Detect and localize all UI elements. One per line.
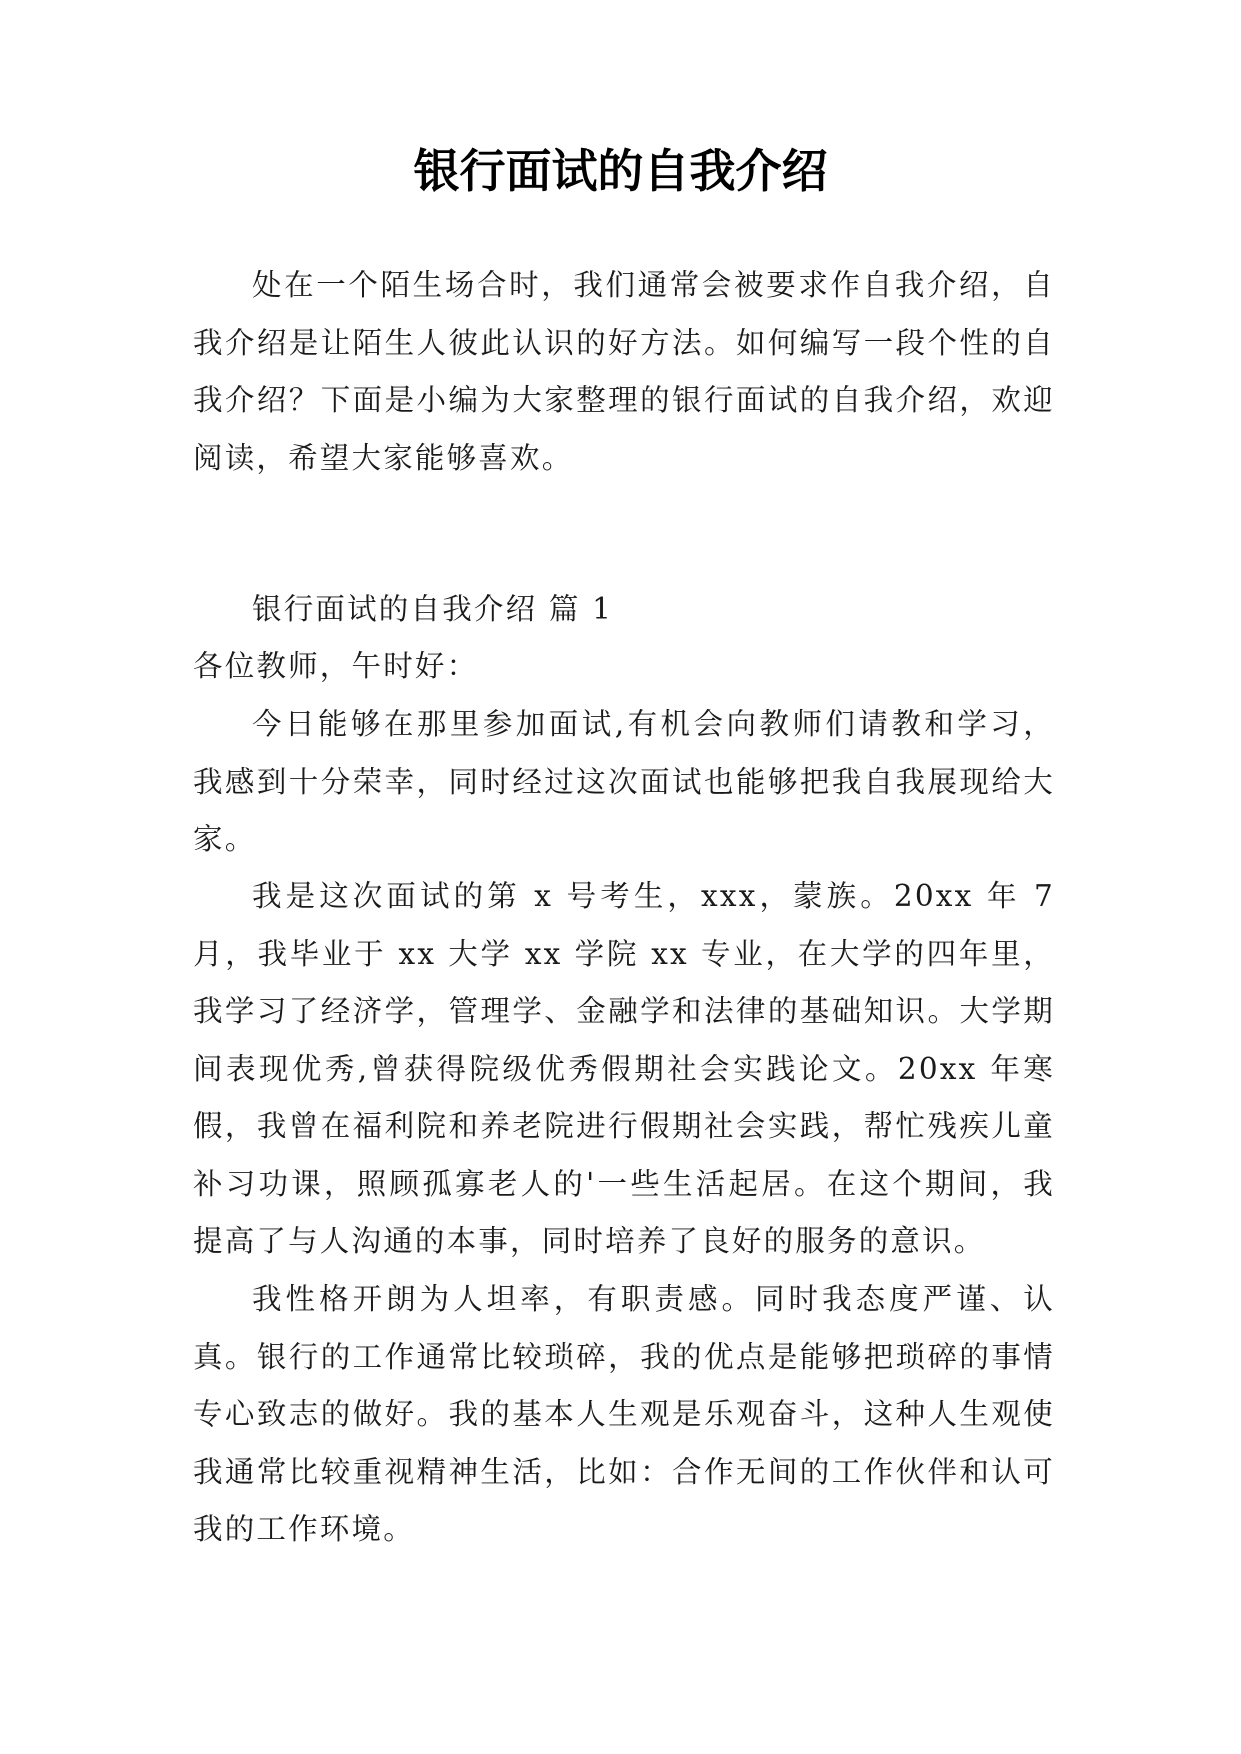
intro-paragraph: 处在一个陌生场合时，我们通常会被要求作自我介绍，自我介绍是让陌生人彼此认识的好方法。如何编写一段个性的自我介绍？下面是小编为大家整理的银行面试的自我介绍，欢迎阅读，希望大家能够喜欢。 [193,268,1055,475]
body-paragraph-3: 我性格开朗为人坦率，有职责感。同时我态度严谨、认真。银行的工作通常比较琐碎，我的优点是能够把琐碎的事情专心致志的做好。我的基本人生观是乐观奋斗，这种人生观使我通常比较重视精神生活，比如：合作无间的工作伙伴和认可我的工作环境。 [193,1282,1055,1546]
body-paragraph-1: 今日能够在那里参加面试,有机会向教师们请教和学习，我感到十分荣幸，同时经过这次面试也能够把我自我展现给大家。 [193,707,1055,856]
section-heading: 银行面试的自我介绍 篇 1 [252,592,614,626]
greeting-line: 各位教师，午时好： [193,649,479,683]
body-paragraph-2: 我是这次面试的第 x 号考生，xxx，蒙族。20xx 年 7 月，我毕业于 xx 大学 xx 学院 xx 专业，在大学的四年里，我学习了经济学，管理学、金融学和法律的基础知识。大学期间表现优秀,曾获得院级优秀假期社会实践论文。20xx 年寒假，我曾在福利院和养老院进行假期社会实践，帮忙残疾儿童补习功课，照顾孤寡老人的'一些生活起居。在这个期间，我提高了与人沟通的本事，同时培养了良好的服务的意识。 [193,879,1055,1258]
document-title: 银行面试的自我介绍 [413,144,828,198]
